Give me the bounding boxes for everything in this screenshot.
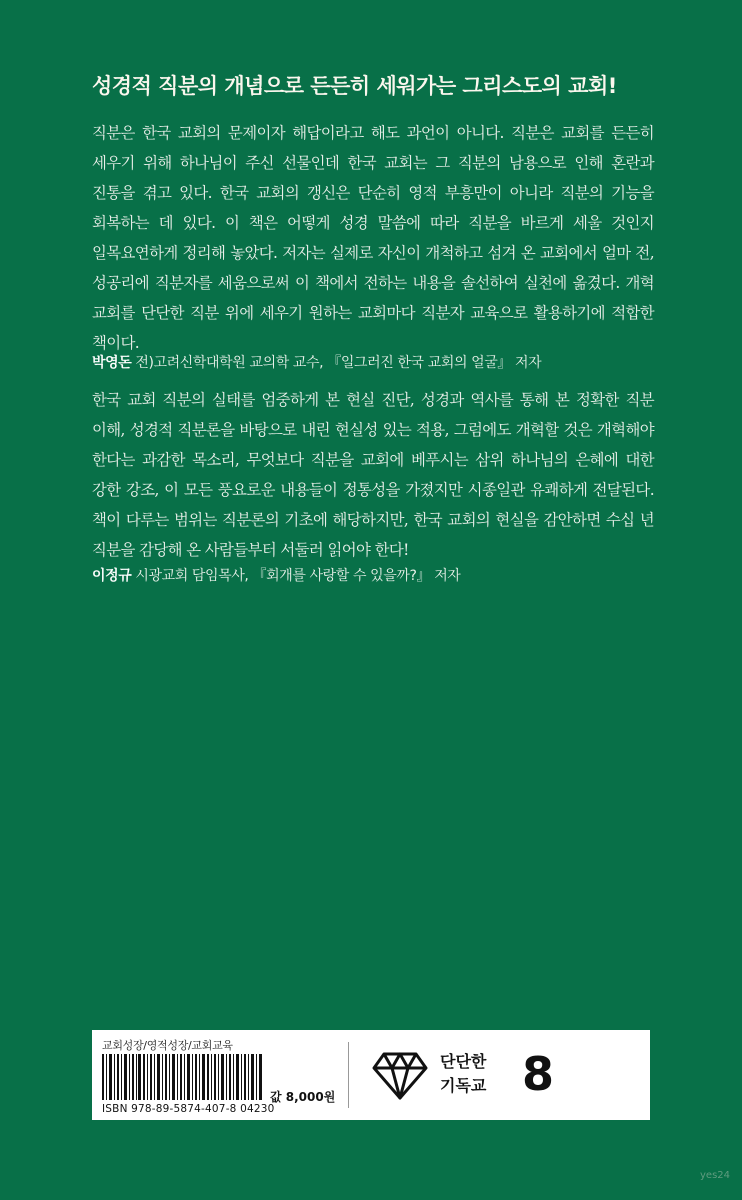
- review-1-text: 직분은 한국 교회의 문제이자 해답이라고 해도 과언이 아니다. 직분은 교회를 든든히 세우기 위해 하나님이 주신 선물인데 한국 교회는 그 직분의 남용으로 인해 혼란과 진통을 겪고 있다. 한국 교회의 갱신은 단순히 영적 부흥만이 아니라 직분의 기능을 회복하는 데 있다. 이 책은 어떻게 성경 말씀에 따라 직분을 바르게 세울 것인지 일목요연하게 정리해 놓았다. 저자는 실제로 자신이 개척하고 섬겨 온 교회에서 얼마 전, 성공리에 직분자를 세움으로써 이 책에서 전하는 내용을 솔선하여 실천에 옮겼다. 개혁 교회를 단단한 직분 위에 세우기 원하는 교회마다 직분자 교육으로 활용하기에 적합한 책이다.: [92, 124, 654, 352]
- review-2-author: 이정규: [92, 568, 132, 584]
- category-label: 교회성장/영적성장/교회교육: [102, 1039, 233, 1052]
- series-name: [440, 1050, 486, 1098]
- review-2-credit: [92, 565, 692, 585]
- barcode-panel: [92, 1030, 650, 1120]
- watermark: yes24: [700, 1170, 731, 1181]
- review-2-text: 한국 교회 직분의 실태를 엄중하게 본 현실 진단, 성경과 역사를 통해 본 정확한 직분 이해, 성경적 직분론을 바탕으로 내린 현실성 있는 적용, 그럼에도 개혁할 것은 개혁해야 한다는 과감한 목소리, 무엇보다 직분을 교회에 베푸시는 삼위 하나님의 은혜에 대한 강한 강조, 이 모든 풍요로운 내용들이 정통성을 가졌지만 시종일관 유쾌하게 전달된다. 책이 다루는 범위는 직분론의 기초에 해당하지만, 한국 교회의 현실을 감안하면 수십 년 직분을 감당해 온 사람들부터 서둘러 읽어야 한다!: [92, 391, 654, 559]
- review-1-author: 박영돈: [92, 355, 132, 371]
- divider: [348, 1042, 349, 1108]
- headline: 성경적 직분의 개념으로 든든히 세워가는 그리스도의 교회!: [92, 74, 617, 98]
- price-label: 값 8,000원: [270, 1090, 336, 1104]
- series-line-2: 기독교: [440, 1076, 487, 1095]
- review-2-author-desc: 시광교회 담임목사, 『회개를 사랑할 수 있을까?』 저자: [135, 568, 461, 584]
- isbn-number: ISBN 978-89-5874-407-8 04230: [102, 1103, 275, 1115]
- review-1-credit: [92, 352, 692, 372]
- series-line-1: 단단한: [440, 1052, 487, 1071]
- barcode-icon: [102, 1054, 262, 1100]
- diamond-icon: [372, 1046, 428, 1102]
- series-number: 8: [522, 1047, 555, 1101]
- review-1-author-desc: 전)고려신학대학원 교의학 교수, 『일그러진 한국 교회의 얼굴』 저자: [135, 355, 542, 371]
